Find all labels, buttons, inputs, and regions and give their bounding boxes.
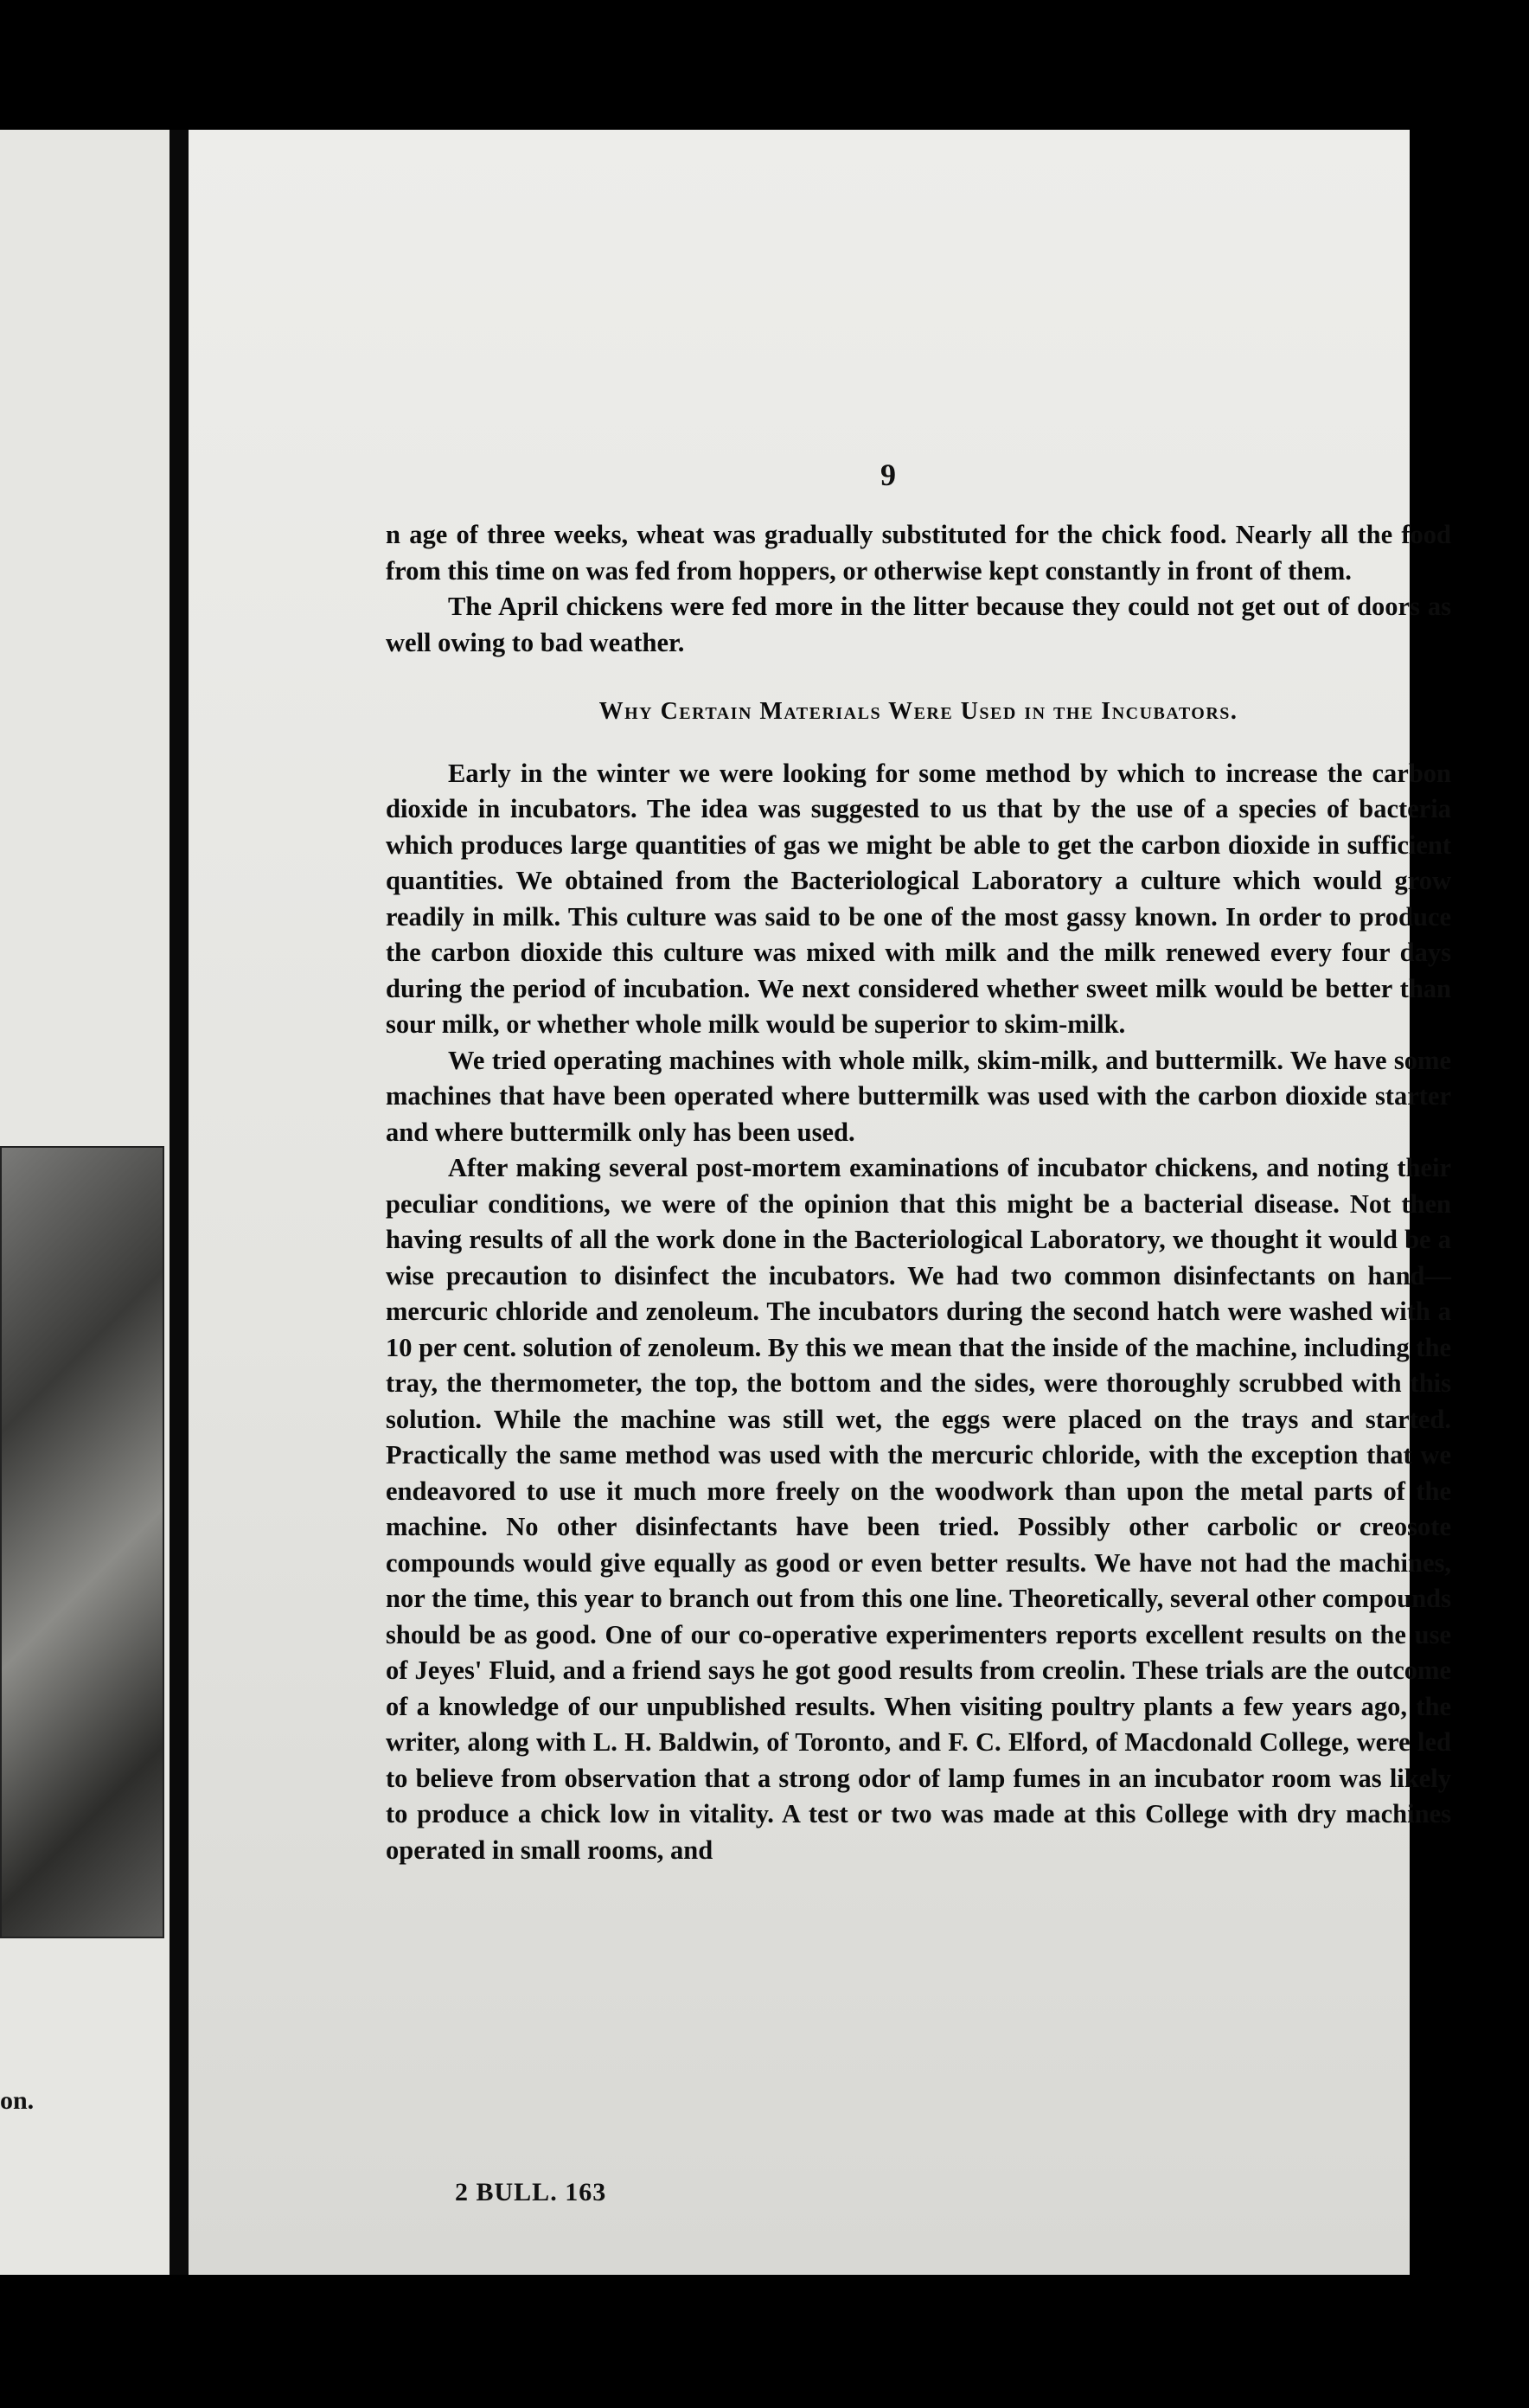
paragraph: We tried operating machines with whole milk, skim-milk, and buttermilk. We have some machines that have been operated where buttermilk was used with the carbon dioxide starter and where buttermilk only has been used. — [386, 1045, 1451, 1147]
page-number: 9 — [880, 458, 896, 492]
paragraph: After making several post-mortem examinations of incubator chickens, and noting their peculiar conditions, we were of the opinion that this might be a bacterial disease. Not then having results of all the work done in the Bacteriological Laboratory, we thought it would be a wise precaution to disinfect the incubators. We had two common disinfectants on hand—mercuric chloride and zenoleum. The incubators during the second hatch were washed with a 10 per cent. solution of zenoleum. By this we mean that the inside of the machine, including the tray, the thermometer, the top, the bottom and the sides, were thoroughly scrubbed with this solution. While the machine was still wet, the eggs were placed on the trays and started. Practically the same method was used with the mercuric chloride, with the exception that we endeavored to use it much more freely on the woodwork than upon the metal parts of the machine. No other disinfectants have been tried. Possibly other carbolic or creosote compounds would give equally as good or even better results. We have not had the machines, nor the time, this year to branch out from this one line. Theoretically, several other compounds should be as good. One of our co-operative experimenters reports excellent results on the use of Jeyes' Fluid, and a friend says he got good results from creolin. These trials are the outcome of a knowledge of our unpublished results. When visiting poultry plants a few years ago, the writer, along with L. H. Baldwin, of Toronto, and F. C. Elford, of Macdonald College, were led to believe from observation that a strong odor of lamp fumes in an incubator room was likely to produce a chick low in vitality. A test or two was made at this College with dry machines operated in small rooms, and — [386, 1153, 1451, 1865]
bulletin-footer: 2 BULL. 163 — [455, 2178, 607, 2206]
adjacent-photo — [0, 1146, 164, 1938]
body-text — [386, 517, 1451, 1868]
paragraph: n age of three weeks, wheat was gradually substituted for the chick food. Nearly all the food from this time on was fed from hoppers, or otherwise kept constantly in front of them. — [386, 520, 1451, 586]
paragraph: The April chickens were fed more in the litter because they could not get out of doors as well owing to bad weather. — [386, 592, 1451, 657]
adjacent-caption: on. — [0, 2086, 35, 2115]
adjacent-left-page — [0, 130, 170, 2275]
document-page — [189, 130, 1451, 2275]
paragraph: Early in the winter we were looking for some method by which to increase the carbon dioxide in incubators. The idea was suggested to us that by the use of a species of bacteria which produces large quantities of gas we might be able to get the carbon dioxide in sufficient quantities. We obtained from the Bacteriological Laboratory a culture which would grow readily in milk. This culture was said to be one of the most gassy known. In order to produce the carbon dioxide this culture was mixed with milk and the milk renewed every four days during the period of incubation. We next considered whether sweet milk would be better than sour milk, or whether whole milk would be superior to skim-milk. — [386, 758, 1451, 1039]
page-gutter — [170, 130, 189, 2275]
section-heading: Why Certain Materials Were Used in the Incubators. — [598, 698, 1238, 725]
